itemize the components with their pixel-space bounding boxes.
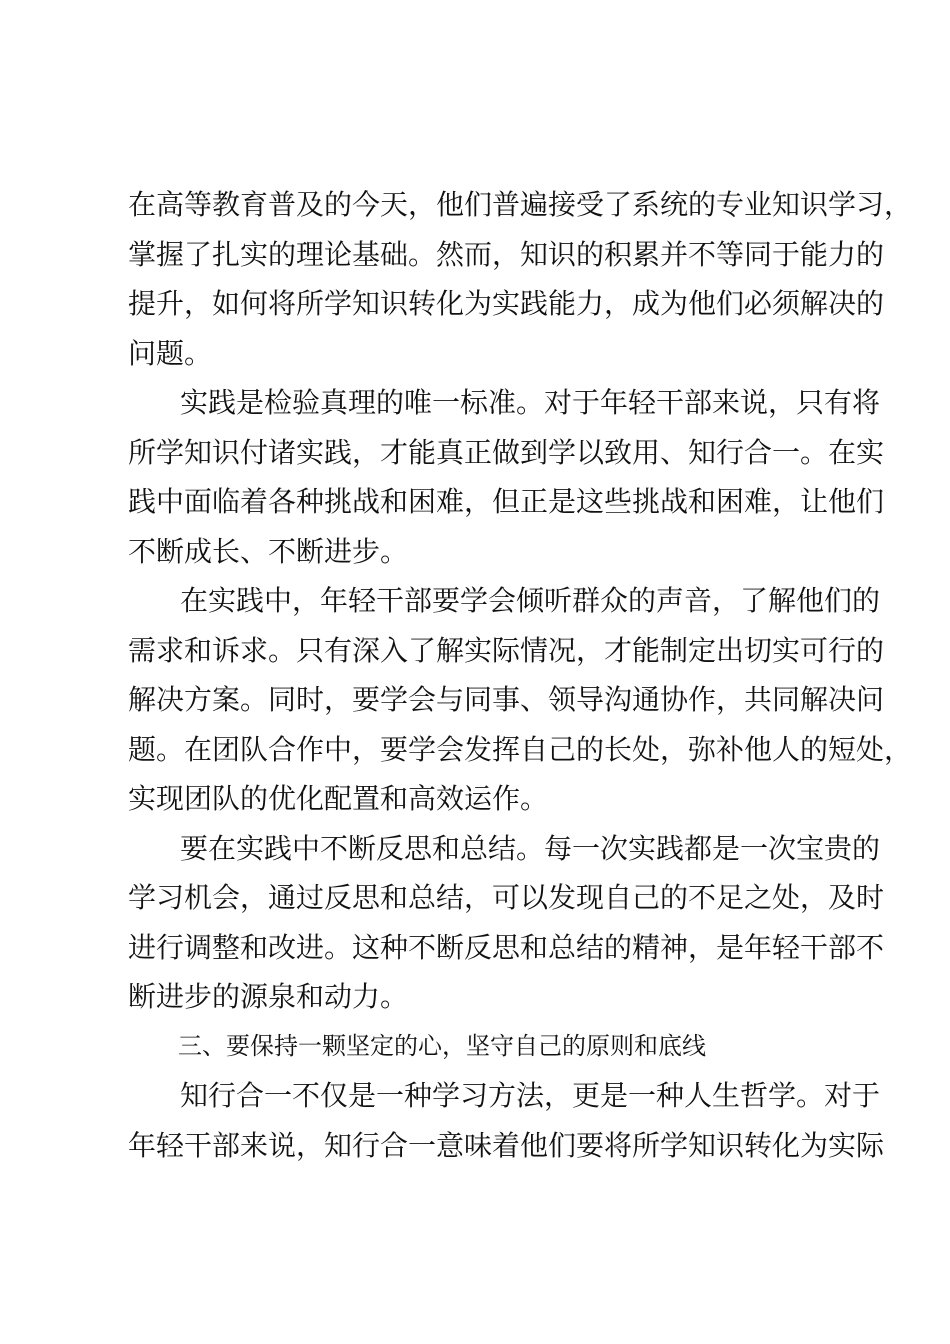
paragraph-line: 知行合一不仅是一种学习方法，更是一种人生哲学。对于 <box>180 1079 881 1112</box>
paragraph-line: 问题。 <box>128 336 213 370</box>
paragraph-2 <box>128 378 885 576</box>
paragraph-line: 进行调整和改进。这种不断反思和总结的精神，是年轻干部不 <box>128 930 885 964</box>
section-heading: 三、要保持一颗坚定的心，坚守自己的原则和底线 <box>178 1031 706 1060</box>
paragraph-5 <box>128 1071 885 1170</box>
paragraph-line: 解决方案。同时，要学会与同事、领导沟通协作，共同解决问 <box>128 683 885 716</box>
paragraph-line: 在实践中，年轻干部要学会倾听群众的声音，了解他们的 <box>180 584 881 617</box>
paragraph-line: 掌握了扎实的理论基础。然而，知识的积累并不等同于能力的 <box>128 237 885 271</box>
paragraph-line: 题。在团队合作中，要学会发挥自己的长处，弥补他人的短处， <box>128 732 913 766</box>
paragraph-line: 实践是检验真理的唯一标准。对于年轻干部来说，只有将 <box>180 386 881 419</box>
paragraph-line: 在高等教育普及的今天，他们普遍接受了系统的专业知识学习， <box>128 188 913 221</box>
paragraph-1 <box>128 180 913 378</box>
paragraph-line: 需求和诉求。只有深入了解实际情况，才能制定出切实可行的 <box>128 633 885 667</box>
paragraph-line: 不断成长、不断进步。 <box>128 534 409 568</box>
paragraph-line: 断进步的源泉和动力。 <box>128 980 409 1013</box>
paragraph-line: 要在实践中不断反思和总结。每一次实践都是一次宝贵的 <box>180 831 881 865</box>
paragraph-4 <box>128 824 885 1022</box>
document-body <box>128 180 913 1170</box>
paragraph-line: 所学知识付诸实践，才能真正做到学以致用、知行合一。在实 <box>128 435 885 469</box>
paragraph-line: 实现团队的优化配置和高效运作。 <box>128 782 549 815</box>
paragraph-line: 践中面临着各种挑战和困难，但正是这些挑战和困难，让他们 <box>128 485 885 518</box>
paragraph-line: 学习机会，通过反思和总结，可以发现自己的不足之处，及时 <box>128 881 885 914</box>
paragraph-3 <box>128 576 913 824</box>
paragraph-line: 提升，如何将所学知识转化为实践能力，成为他们必须解决的 <box>128 287 885 320</box>
paragraph-line: 年轻干部来说，知行合一意味着他们要将所学知识转化为实际 <box>128 1128 885 1162</box>
